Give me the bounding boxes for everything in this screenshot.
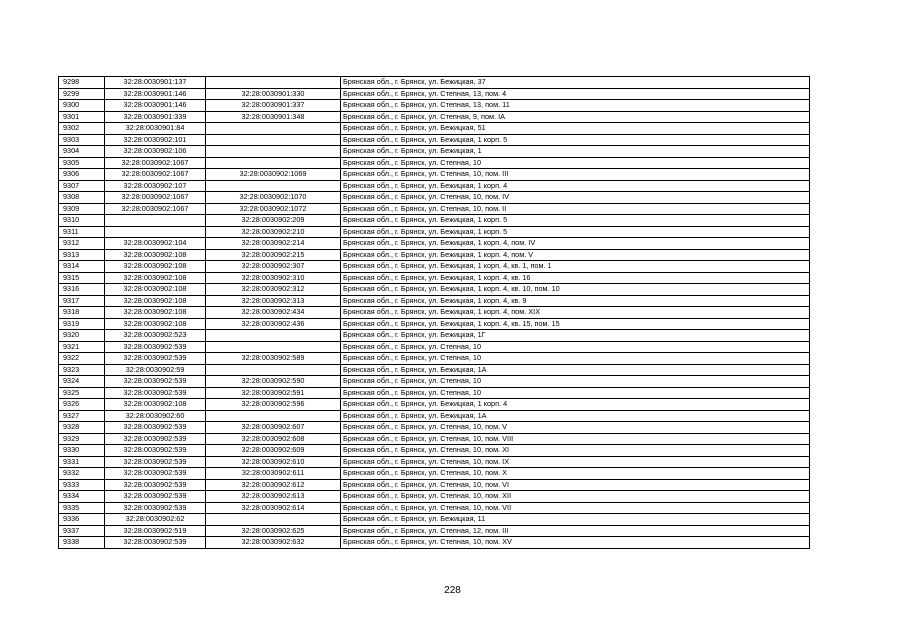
object-number-cell: 32:28:0030902:614 — [206, 502, 341, 514]
object-number-cell: 32:28:0030902:611 — [206, 468, 341, 480]
parcel-number-cell: 32:28:0030901:84 — [105, 123, 206, 135]
parcel-number-cell: 32:28:0030902:539 — [105, 353, 206, 365]
row-number-cell: 9330 — [59, 445, 105, 457]
object-number-cell: 32:28:0030902:609 — [206, 445, 341, 457]
table-row — [59, 238, 810, 250]
object-number-cell: 32:28:0030902:310 — [206, 272, 341, 284]
parcel-number-cell: 32:28:0030902:539 — [105, 491, 206, 503]
parcel-number-cell: 32:28:0030902:108 — [105, 318, 206, 330]
row-number-cell: 9318 — [59, 307, 105, 319]
address-cell: Брянская обл., г. Брянск, ул. Степная, 10, пом. II — [341, 203, 810, 215]
row-number-cell: 9334 — [59, 491, 105, 503]
row-number-cell: 9298 — [59, 77, 105, 89]
object-number-cell: 32:28:0030902:307 — [206, 261, 341, 273]
table-row — [59, 479, 810, 491]
address-cell: Брянская обл., г. Брянск, ул. Бежицкая, 1 корп. 4 — [341, 399, 810, 411]
row-number-cell: 9303 — [59, 134, 105, 146]
row-number-cell: 9311 — [59, 226, 105, 238]
row-number-cell: 9324 — [59, 376, 105, 388]
table-row — [59, 134, 810, 146]
row-number-cell: 9332 — [59, 468, 105, 480]
address-cell: Брянская обл., г. Брянск, ул. Степная, 10, пом. XV — [341, 537, 810, 549]
parcel-number-cell: 32:28:0030902:539 — [105, 537, 206, 549]
parcel-number-cell: 32:28:0030902:108 — [105, 295, 206, 307]
row-number-cell: 9310 — [59, 215, 105, 227]
parcel-number-cell: 32:28:0030902:60 — [105, 410, 206, 422]
row-number-cell: 9309 — [59, 203, 105, 215]
table-row — [59, 537, 810, 549]
address-cell: Брянская обл., г. Брянск, ул. Бежицкая, 1 корп. 4, пом. IV — [341, 238, 810, 250]
table-row — [59, 249, 810, 261]
object-number-cell: 32:28:0030902:596 — [206, 399, 341, 411]
object-number-cell: 32:28:0030902:313 — [206, 295, 341, 307]
parcel-number-cell: 32:28:0030902:1067 — [105, 192, 206, 204]
table-row — [59, 399, 810, 411]
parcel-number-cell: 32:28:0030902:539 — [105, 422, 206, 434]
parcel-number-cell: 32:28:0030902:539 — [105, 479, 206, 491]
object-number-cell: 32:28:0030902:591 — [206, 387, 341, 399]
row-number-cell: 9327 — [59, 410, 105, 422]
table-row — [59, 192, 810, 204]
address-cell: Брянская обл., г. Брянск, ул. Степная, 10 — [341, 341, 810, 353]
table-row — [59, 502, 810, 514]
object-number-cell: 32:28:0030902:613 — [206, 491, 341, 503]
address-cell: Брянская обл., г. Брянск, ул. Степная, 10, пом. III — [341, 169, 810, 181]
parcel-number-cell: 32:28:0030902:108 — [105, 284, 206, 296]
row-number-cell: 9335 — [59, 502, 105, 514]
address-cell: Брянская обл., г. Брянск, ул. Степная, 10, пом. VIII — [341, 433, 810, 445]
parcel-number-cell: 32:28:0030902:523 — [105, 330, 206, 342]
object-number-cell: 32:28:0030902:214 — [206, 238, 341, 250]
page-number: 228 — [444, 585, 461, 596]
row-number-cell: 9304 — [59, 146, 105, 158]
object-number-cell — [206, 157, 341, 169]
object-number-cell: 32:28:0030902:1072 — [206, 203, 341, 215]
object-number-cell: 32:28:0030902:607 — [206, 422, 341, 434]
object-number-cell: 32:28:0030902:312 — [206, 284, 341, 296]
row-number-cell: 9299 — [59, 88, 105, 100]
parcel-number-cell: 32:28:0030902:108 — [105, 307, 206, 319]
parcel-number-cell: 32:28:0030902:539 — [105, 341, 206, 353]
address-cell: Брянская обл., г. Брянск, ул. Бежицкая, 1 корп. 4, кв. 10, пом. 10 — [341, 284, 810, 296]
row-number-cell: 9320 — [59, 330, 105, 342]
parcel-number-cell: 32:28:0030901:137 — [105, 77, 206, 89]
parcel-number-cell: 32:28:0030902:108 — [105, 272, 206, 284]
row-number-cell: 9321 — [59, 341, 105, 353]
address-cell: Брянская обл., г. Брянск, ул. Бежицкая, 1 корп. 4, пом. V — [341, 249, 810, 261]
address-cell: Брянская обл., г. Брянск, ул. Бежицкая, 51 — [341, 123, 810, 135]
address-cell: Брянская обл., г. Брянск, ул. Степная, 10, пом. XII — [341, 491, 810, 503]
row-number-cell: 9313 — [59, 249, 105, 261]
table-row — [59, 203, 810, 215]
address-cell: Брянская обл., г. Брянск, ул. Бежицкая, 1 корп. 5 — [341, 134, 810, 146]
row-number-cell: 9326 — [59, 399, 105, 411]
parcel-number-cell: 32:28:0030902:108 — [105, 261, 206, 273]
object-number-cell: 32:28:0030902:436 — [206, 318, 341, 330]
address-cell: Брянская обл., г. Брянск, ул. Бежицкая, 11 — [341, 514, 810, 526]
row-number-cell: 9316 — [59, 284, 105, 296]
parcel-number-cell: 32:28:0030902:1067 — [105, 203, 206, 215]
table-row — [59, 514, 810, 526]
table-row — [59, 376, 810, 388]
row-number-cell: 9301 — [59, 111, 105, 123]
parcel-number-cell: 32:28:0030902:104 — [105, 238, 206, 250]
row-number-cell: 9329 — [59, 433, 105, 445]
address-cell: Брянская обл., г. Брянск, ул. Бежицкая, 1 корп. 4, кв. 16 — [341, 272, 810, 284]
row-number-cell: 9328 — [59, 422, 105, 434]
object-number-cell — [206, 146, 341, 158]
parcel-number-cell: 32:28:0030902:106 — [105, 146, 206, 158]
address-cell: Брянская обл., г. Брянск, ул. Бежицкая, 1 корп. 4, кв. 9 — [341, 295, 810, 307]
address-cell: Брянская обл., г. Брянск, ул. Степная, 10, пом. IX — [341, 456, 810, 468]
parcel-number-cell: 32:28:0030902:62 — [105, 514, 206, 526]
parcel-number-cell: 32:28:0030902:539 — [105, 456, 206, 468]
table-row — [59, 215, 810, 227]
object-number-cell — [206, 123, 341, 135]
table-row — [59, 100, 810, 112]
table-row — [59, 341, 810, 353]
parcel-number-cell: 32:28:0030902:539 — [105, 468, 206, 480]
table-row — [59, 123, 810, 135]
address-cell: Брянская обл., г. Брянск, ул. Степная, 10 — [341, 157, 810, 169]
address-cell: Брянская обл., г. Брянск, ул. Степная, 12, пом. III — [341, 525, 810, 537]
parcel-number-cell: 32:28:0030902:539 — [105, 502, 206, 514]
object-number-cell: 32:28:0030902:209 — [206, 215, 341, 227]
row-number-cell: 9331 — [59, 456, 105, 468]
row-number-cell: 9337 — [59, 525, 105, 537]
table-row — [59, 353, 810, 365]
object-number-cell: 32:28:0030901:348 — [206, 111, 341, 123]
table-row — [59, 77, 810, 89]
address-cell: Брянская обл., г. Брянск, ул. Степная, 10 — [341, 387, 810, 399]
object-number-cell — [206, 364, 341, 376]
row-number-cell: 9302 — [59, 123, 105, 135]
row-number-cell: 9325 — [59, 387, 105, 399]
object-number-cell — [206, 410, 341, 422]
table-row — [59, 433, 810, 445]
registry-table — [58, 76, 810, 549]
address-cell: Брянская обл., г. Брянск, ул. Степная, 10, пом. IV — [341, 192, 810, 204]
table-row — [59, 111, 810, 123]
row-number-cell: 9317 — [59, 295, 105, 307]
row-number-cell: 9322 — [59, 353, 105, 365]
row-number-cell: 9323 — [59, 364, 105, 376]
parcel-number-cell: 32:28:0030902:519 — [105, 525, 206, 537]
address-cell: Брянская обл., г. Брянск, ул. Степная, 10, пом. X — [341, 468, 810, 480]
table-row — [59, 491, 810, 503]
address-cell: Брянская обл., г. Брянск, ул. Бежицкая, 1А — [341, 364, 810, 376]
parcel-number-cell: 32:28:0030902:108 — [105, 249, 206, 261]
table-row — [59, 468, 810, 480]
row-number-cell: 9305 — [59, 157, 105, 169]
table-row — [59, 284, 810, 296]
address-cell: Брянская обл., г. Брянск, ул. Степная, 10, пом. VII — [341, 502, 810, 514]
table-row — [59, 410, 810, 422]
object-number-cell: 32:28:0030902:210 — [206, 226, 341, 238]
object-number-cell — [206, 341, 341, 353]
object-number-cell: 32:28:0030902:1070 — [206, 192, 341, 204]
address-cell: Брянская обл., г. Брянск, ул. Бежицкая, 37 — [341, 77, 810, 89]
address-cell: Брянская обл., г. Брянск, ул. Степная, 13, пом. 11 — [341, 100, 810, 112]
row-number-cell: 9300 — [59, 100, 105, 112]
row-number-cell: 9312 — [59, 238, 105, 250]
table-row — [59, 180, 810, 192]
object-number-cell: 32:28:0030901:330 — [206, 88, 341, 100]
row-number-cell: 9333 — [59, 479, 105, 491]
row-number-cell: 9308 — [59, 192, 105, 204]
object-number-cell: 32:28:0030902:632 — [206, 537, 341, 549]
address-cell: Брянская обл., г. Брянск, ул. Бежицкая, 1 корп. 4 — [341, 180, 810, 192]
address-cell: Брянская обл., г. Брянск, ул. Степная, 10, пом. V — [341, 422, 810, 434]
table-row — [59, 88, 810, 100]
address-cell: Брянская обл., г. Брянск, ул. Бежицкая, 1 корп. 4, пом. XIX — [341, 307, 810, 319]
table-row — [59, 157, 810, 169]
object-number-cell — [206, 514, 341, 526]
address-cell: Брянская обл., г. Брянск, ул. Бежицкая, 1 корп. 4, кв. 15, пом. 15 — [341, 318, 810, 330]
parcel-number-cell: 32:28:0030902:59 — [105, 364, 206, 376]
object-number-cell: 32:28:0030902:625 — [206, 525, 341, 537]
object-number-cell: 32:28:0030902:612 — [206, 479, 341, 491]
parcel-number-cell: 32:28:0030902:108 — [105, 399, 206, 411]
parcel-number-cell: 32:28:0030901:339 — [105, 111, 206, 123]
object-number-cell: 32:28:0030901:337 — [206, 100, 341, 112]
object-number-cell — [206, 134, 341, 146]
parcel-number-cell: 32:28:0030902:107 — [105, 180, 206, 192]
table-row — [59, 226, 810, 238]
row-number-cell: 9307 — [59, 180, 105, 192]
parcel-number-cell: 32:28:0030902:1067 — [105, 157, 206, 169]
object-number-cell: 32:28:0030902:610 — [206, 456, 341, 468]
table-row — [59, 364, 810, 376]
parcel-number-cell: 32:28:0030902:539 — [105, 433, 206, 445]
table-row — [59, 261, 810, 273]
parcel-number-cell: 32:28:0030902:539 — [105, 376, 206, 388]
address-cell: Брянская обл., г. Брянск, ул. Степная, 10, пом. XI — [341, 445, 810, 457]
row-number-cell: 9315 — [59, 272, 105, 284]
object-number-cell: 32:28:0030902:608 — [206, 433, 341, 445]
address-cell: Брянская обл., г. Брянск, ул. Степная, 10, пом. VI — [341, 479, 810, 491]
address-cell: Брянская обл., г. Брянск, ул. Степная, 10 — [341, 376, 810, 388]
object-number-cell: 32:28:0030902:1069 — [206, 169, 341, 181]
parcel-number-cell — [105, 215, 206, 227]
address-cell: Брянская обл., г. Брянск, ул. Степная, 13, пом. 4 — [341, 88, 810, 100]
object-number-cell: 32:28:0030902:590 — [206, 376, 341, 388]
parcel-number-cell: 32:28:0030902:1067 — [105, 169, 206, 181]
table-row — [59, 307, 810, 319]
parcel-number-cell: 32:28:0030901:146 — [105, 100, 206, 112]
parcel-number-cell: 32:28:0030901:146 — [105, 88, 206, 100]
address-cell: Брянская обл., г. Брянск, ул. Бежицкая, 1А — [341, 410, 810, 422]
table-row — [59, 525, 810, 537]
object-number-cell — [206, 77, 341, 89]
row-number-cell: 9338 — [59, 537, 105, 549]
parcel-number-cell: 32:28:0030902:101 — [105, 134, 206, 146]
table-row — [59, 295, 810, 307]
table-row — [59, 330, 810, 342]
address-cell: Брянская обл., г. Брянск, ул. Бежицкая, 1 корп. 5 — [341, 226, 810, 238]
row-number-cell: 9306 — [59, 169, 105, 181]
table-row — [59, 169, 810, 181]
parcel-number-cell — [105, 226, 206, 238]
table-row — [59, 272, 810, 284]
address-cell: Брянская обл., г. Брянск, ул. Степная, 10 — [341, 353, 810, 365]
address-cell: Брянская обл., г. Брянск, ул. Степная, 9, пом. IA — [341, 111, 810, 123]
address-cell: Брянская обл., г. Брянск, ул. Бежицкая, 1 — [341, 146, 810, 158]
table-row — [59, 318, 810, 330]
parcel-number-cell: 32:28:0030902:539 — [105, 387, 206, 399]
table-row — [59, 422, 810, 434]
table-row — [59, 387, 810, 399]
row-number-cell: 9319 — [59, 318, 105, 330]
address-cell: Брянская обл., г. Брянск, ул. Бежицкая, 1 корп. 4, кв. 1, пом. 1 — [341, 261, 810, 273]
object-number-cell: 32:28:0030902:589 — [206, 353, 341, 365]
address-cell: Брянская обл., г. Брянск, ул. Бежицкая, 1Г — [341, 330, 810, 342]
object-number-cell — [206, 180, 341, 192]
address-cell: Брянская обл., г. Брянск, ул. Бежицкая, 1 корп. 5 — [341, 215, 810, 227]
object-number-cell: 32:28:0030902:434 — [206, 307, 341, 319]
object-number-cell: 32:28:0030902:215 — [206, 249, 341, 261]
parcel-number-cell: 32:28:0030902:539 — [105, 445, 206, 457]
row-number-cell: 9336 — [59, 514, 105, 526]
object-number-cell — [206, 330, 341, 342]
row-number-cell: 9314 — [59, 261, 105, 273]
table-row — [59, 146, 810, 158]
table-row — [59, 456, 810, 468]
registry-table-body — [59, 77, 810, 549]
table-row — [59, 445, 810, 457]
